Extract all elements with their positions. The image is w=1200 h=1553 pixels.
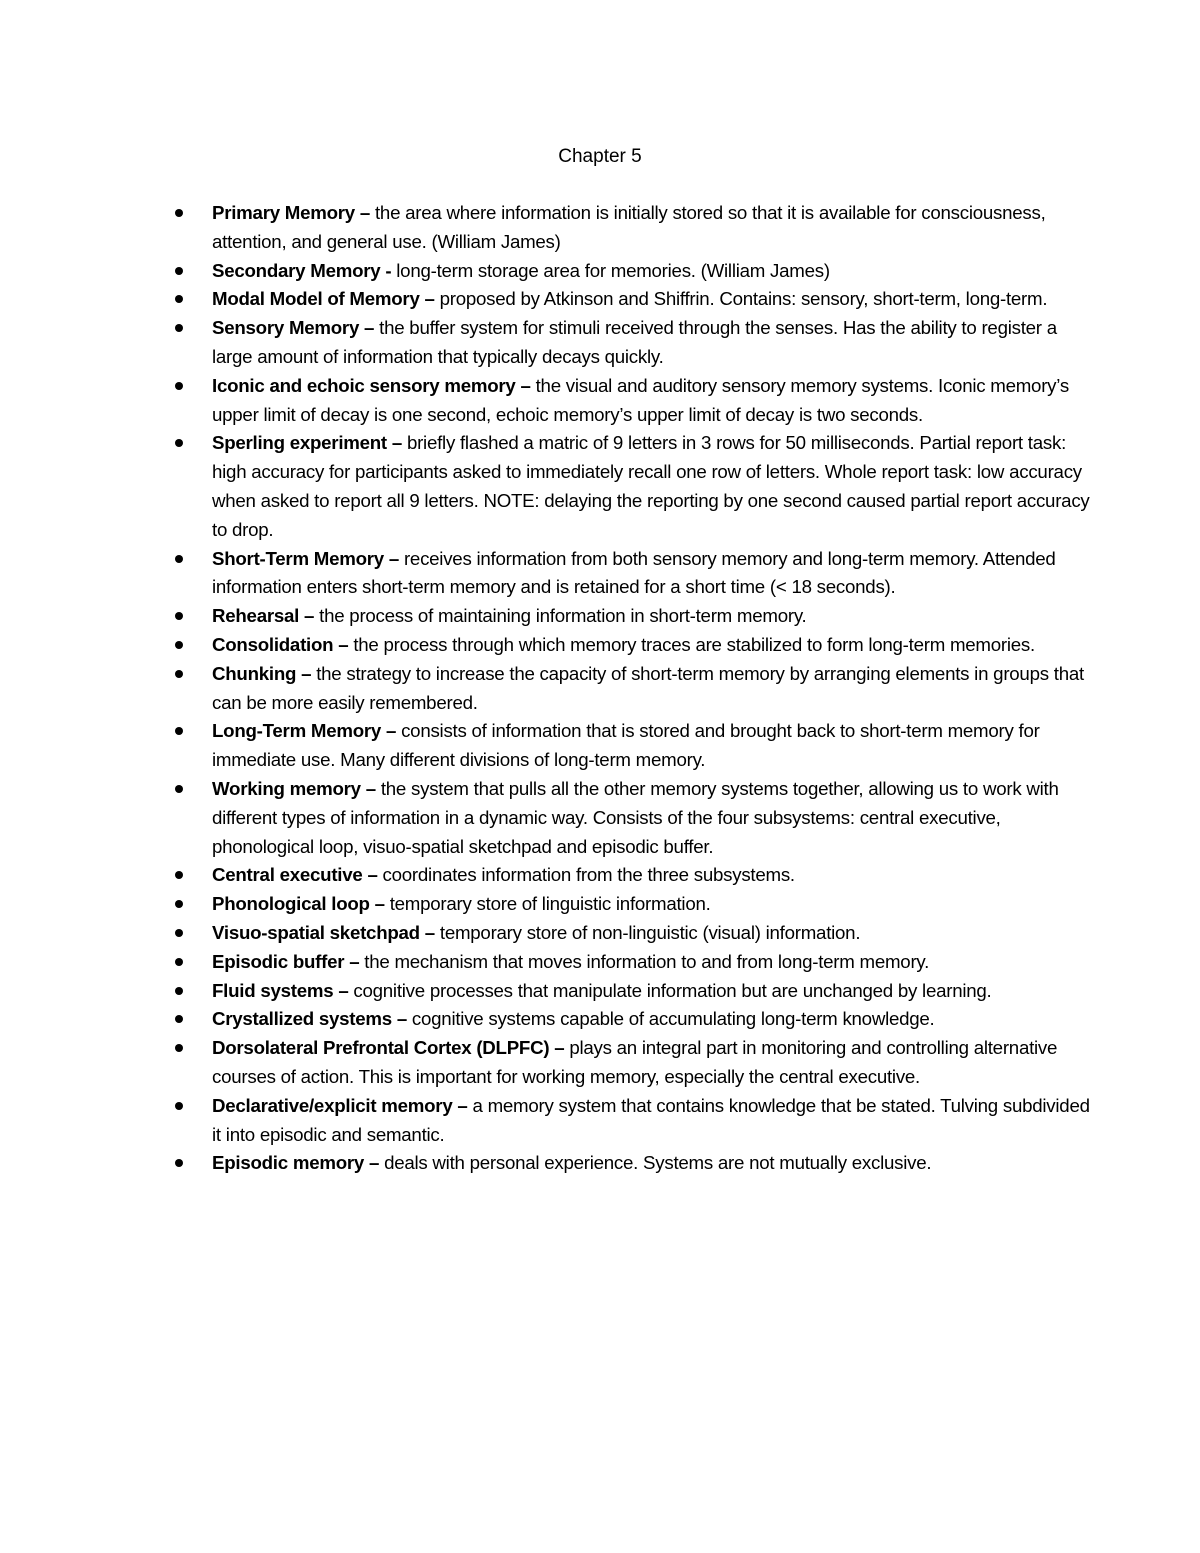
list-item: [170, 1092, 1090, 1150]
term-label: Working memory –: [212, 777, 376, 799]
term-label: Central executive –: [212, 864, 378, 886]
term-definition: deals with personal experience. Systems are not mutually exclusive.: [379, 1152, 932, 1174]
term-definition: temporary store of non-linguistic (visual) information.: [434, 921, 861, 943]
term-label: Modal Model of Memory –: [212, 288, 435, 310]
bullet-icon: [175, 1015, 183, 1023]
term-definition: a memory system that contains knowledge that be stated. Tulving subdivided it into episodic and semantic.: [212, 1094, 1090, 1145]
list-item: [170, 1034, 1090, 1092]
list-item: [170, 977, 1090, 1006]
list-item: [170, 285, 1090, 314]
bullet-icon: [175, 209, 183, 217]
term-label: Visuo-spatial sketchpad –: [212, 921, 435, 943]
term-definition: plays an integral part in monitoring and controlling alternative courses of action. This is important for working memory, especially the central executive.: [212, 1037, 1058, 1087]
list-item: [170, 314, 1090, 372]
list-item: [170, 1149, 1090, 1178]
term-definition: long-term storage area for memories. (William James): [391, 259, 830, 281]
bullet-icon: [175, 267, 183, 275]
term-definition: the strategy to increase the capacity of short-term memory by arranging elements in groups that can be more easily remembered.: [212, 662, 1084, 713]
list-item: [170, 861, 1090, 890]
term-label: Episodic memory –: [212, 1152, 380, 1174]
term-definition: the area where information is initially stored so that it is available for consciousness, attention, and general use. (William James): [212, 202, 1046, 252]
term-definition: proposed by Atkinson and Shiffrin. Contains: sensory, short-term, long-term.: [434, 288, 1048, 310]
bullet-icon: [175, 612, 183, 620]
term-definition: cognitive processes that manipulate information but are unchanged by learning.: [348, 979, 992, 1001]
bullet-icon: [175, 958, 183, 966]
term-label: Sperling experiment –: [212, 432, 402, 454]
list-item: [170, 429, 1090, 544]
bullet-icon: [175, 785, 183, 793]
bullet-icon: [175, 641, 183, 649]
term-label: Long-Term Memory –: [212, 720, 397, 742]
list-item: [170, 660, 1090, 718]
list-item: [170, 602, 1090, 631]
bullet-icon: [175, 670, 183, 678]
term-label: Short-Term Memory –: [212, 547, 400, 569]
list-item: [170, 1005, 1090, 1034]
list-item: [170, 631, 1090, 660]
list-item: [170, 919, 1090, 948]
list-item: [170, 775, 1090, 861]
term-definition: the buffer system for stimuli received through the senses. Has the ability to register a large amount of information that typically decays quickly.: [212, 317, 1057, 367]
term-definition: the process of maintaining information in short-term memory.: [314, 605, 807, 627]
term-label: Episodic buffer –: [212, 950, 360, 972]
list-item: [170, 545, 1090, 603]
list-item: [170, 199, 1090, 257]
list-item: [170, 890, 1090, 919]
term-label: Fluid systems –: [212, 979, 349, 1001]
term-definition: coordinates information from the three subsystems.: [377, 864, 795, 886]
term-label: Consolidation –: [212, 633, 349, 655]
bullet-icon: [175, 1102, 183, 1110]
term-label: Rehearsal –: [212, 605, 315, 627]
term-list: [170, 199, 1090, 1178]
term-definition: briefly flashed a matric of 9 letters in 3 rows for 50 milliseconds. Partial report task: high accuracy for participants asked to immediately recall one row of letters. Whole report task: low accuracy when asked to report all 9 letters. NOTE: delaying the reporting by one second caused partial report accuracy to drop.: [212, 432, 1090, 540]
bullet-icon: [175, 555, 183, 563]
list-item: [170, 717, 1090, 775]
bullet-icon: [175, 324, 183, 332]
bullet-icon: [175, 900, 183, 908]
list-item: [170, 257, 1090, 286]
term-definition: consists of information that is stored and brought back to short-term memory for immediate use. Many different divisions of long-term memory.: [212, 720, 1040, 771]
term-definition: the system that pulls all the other memory systems together, allowing us to work with different types of information in a dynamic way. Consists of the four subsystems: central executive, phonological loop, visuo-spatial sketchpad and episodic buffer.: [212, 777, 1059, 857]
term-label: Dorsolateral Prefrontal Cortex (DLPFC) –: [212, 1037, 565, 1059]
term-definition: the visual and auditory sensory memory systems. Iconic memory’s upper limit of decay is one second, echoic memory’s upper limit of decay is two seconds.: [212, 374, 1069, 425]
term-label: Crystallized systems –: [212, 1008, 407, 1030]
page-title: Chapter 5: [558, 146, 642, 167]
list-item: [170, 948, 1090, 977]
term-label: Chunking –: [212, 662, 312, 684]
bullet-icon: [175, 439, 183, 447]
bullet-icon: [175, 727, 183, 735]
term-label: Phonological loop –: [212, 893, 385, 915]
term-label: Declarative/explicit memory –: [212, 1094, 468, 1116]
bullet-icon: [175, 1159, 183, 1167]
term-definition: temporary store of linguistic information.: [384, 893, 711, 915]
bullet-icon: [175, 987, 183, 995]
term-label: Sensory Memory –: [212, 317, 375, 339]
term-label: Iconic and echoic sensory memory –: [212, 374, 531, 396]
bullet-icon: [175, 1044, 183, 1052]
bullet-icon: [175, 382, 183, 390]
term-definition: the process through which memory traces are stabilized to form long-term memories.: [348, 633, 1035, 655]
term-label: Secondary Memory -: [212, 259, 392, 281]
term-definition: cognitive systems capable of accumulating long-term knowledge.: [406, 1008, 935, 1030]
bullet-icon: [175, 929, 183, 937]
bullet-icon: [175, 295, 183, 303]
term-definition: the mechanism that moves information to and from long-term memory.: [359, 950, 930, 972]
bullet-icon: [175, 871, 183, 879]
list-item: [170, 372, 1090, 430]
term-label: Primary Memory –: [212, 202, 371, 223]
term-definition: receives information from both sensory memory and long-term memory. Attended information enters short-term memory and is retained for a short time (< 18 seconds).: [212, 547, 1056, 598]
